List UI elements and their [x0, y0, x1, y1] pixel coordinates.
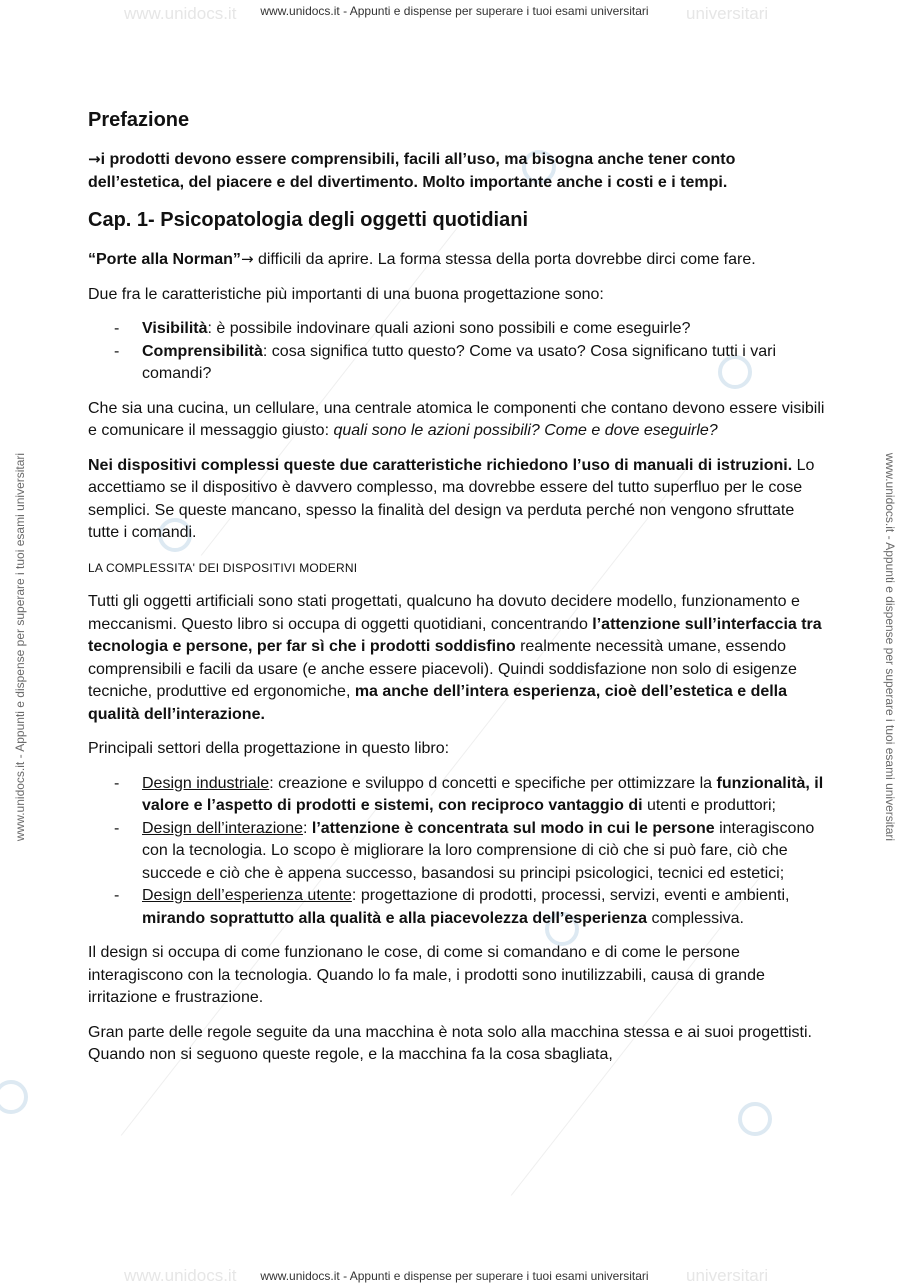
paragraph-characteristics: Due fra le caratteristiche più importanti di una buona progettazione sono:	[88, 285, 604, 303]
list-item: - Design industriale: creazione e sviluppo d concetti e specifiche per ottimizzare la funzionalità, il valore e l’aspetto di prodotti e sistemi, con reciproco vantaggio di utenti e produttori;	[114, 774, 824, 814]
characteristics-list	[88, 318, 828, 386]
list-item: - Design dell’esperienza utente: progettazione di prodotti, processi, servizi, eventi e ambienti, mirando soprattutto alla qualità e alla piacevolezza dell’esperienza complessiva.	[114, 887, 790, 927]
section-title: LA COMPLESSITA' DEI DISPOSITIVI MODERNI	[88, 560, 358, 575]
chapter-title: Cap. 1- Psicopatologia degli oggetti quotidiani	[88, 209, 529, 231]
watermark-ghost-left: www.unidocs.it	[124, 4, 237, 23]
watermark-ghost-right-bottom: universitari	[686, 1266, 769, 1285]
arrow-icon: →	[240, 250, 254, 268]
paragraph-visibility: Che sia una cucina, un cellulare, una centrale atomica le componenti che contano devono essere visibili e comunicare il messaggio giusto: quali sono le azioni possibili? Come e dove eseguirle?	[88, 399, 825, 439]
watermark-logo-icon	[738, 1102, 772, 1136]
paragraph-manuals: Nei dispositivi complessi queste due caratteristiche richiedono l’uso di manuali di istruzioni. Lo accettiamo se il dispositivo è davvero complesso, ma dovrebbe essere del tutto superfluo per le cose semplici. Se queste mancano, spesso la finalità del design va perduta perché non vengono sfruttate tutte i comandi.	[88, 456, 815, 541]
paragraph-design-purpose: Il design si occupa di come funzionano le cose, di come si comandano e di come le persone interagiscono con la tecnologia. Quando lo fa male, i prodotti sono inutilizzabili, causa di grande irritazione e frustrazione.	[88, 944, 765, 1006]
watermark-header: www.unidocs.it - Appunti e dispense per superare i tuoi esami universitari	[260, 4, 649, 18]
preface-title: Prefazione	[88, 109, 190, 131]
watermark-logo-icon	[0, 1080, 28, 1114]
design-sectors-list	[88, 773, 828, 931]
paragraph-artificial-objects: Tutti gli oggetti artificiali sono stati progettati, qualcuno ha dovuto decidere modello, funzionamento e meccanismi. Questo libro si occupa di oggetti quotidiani, concentrando l’attenzione sull’interfaccia tra tecnologia e persone, per far sì che i prodotti soddisfino realmente necessità umane, essendo comprensibili e facili da usare (e anche essere piacevoli). Quindi soddisfazione non solo di esigenze tecniche, produttive ed ergonomiche, ma anche dell’intera esperienza, cioè dell’estetica e della qualità dell’interazione.	[88, 593, 822, 723]
list-item: - Comprensibilità: cosa significa tutto questo? Come va usato? Cosa significano tutti i vari comandi?	[114, 342, 777, 382]
paragraph-norman-doors: “Porte alla Norman”→ difficili da aprire. La forma stessa della porta dovrebbe dirci come fare.	[88, 250, 756, 268]
list-item: - Design dell’interazione: l’attenzione è concentrata sul modo in cui le persone interagiscono con la tecnologia. Lo scopo è migliorare la loro comprensione di ciò che si può fare, ciò che succede e ciò che è appena successo, basandosi su principi psicologici, tecnici ed estetici;	[114, 819, 815, 882]
watermark-ghost-left-bottom: www.unidocs.it	[124, 1266, 237, 1285]
watermark-ghost-right: universitari	[686, 4, 769, 23]
list-item: - Visibilità: è possibile indovinare quali azioni sono possibili e come eseguirle?	[114, 320, 691, 337]
watermark-footer: www.unidocs.it - Appunti e dispense per superare i tuoi esami universitari	[260, 1269, 649, 1283]
paragraph-design-sectors: Principali settori della progettazione in questo libro:	[88, 740, 450, 757]
arrow-icon: →	[88, 150, 101, 168]
paragraph-machine-rules: Gran parte delle regole seguite da una macchina è nota solo alla macchina stessa e ai suoi progettisti. Quando non si seguono queste regole, e la macchina fa la cosa sbagliata,	[88, 1023, 812, 1063]
watermark-side-right: www.unidocs.it - Appunti e dispense per superare i tuoi esami universitari	[883, 452, 897, 842]
preface-paragraph: →i prodotti devono essere comprensibili, facili all’uso, ma bisogna anche tener conto dell’estetica, del piacere e del divertimento. Molto importante anche i costi e i tempi.	[88, 150, 736, 191]
watermark-side-left: www.unidocs.it - Appunti e dispense per superare i tuoi esami universitari	[13, 452, 27, 842]
document-body	[88, 106, 828, 1079]
